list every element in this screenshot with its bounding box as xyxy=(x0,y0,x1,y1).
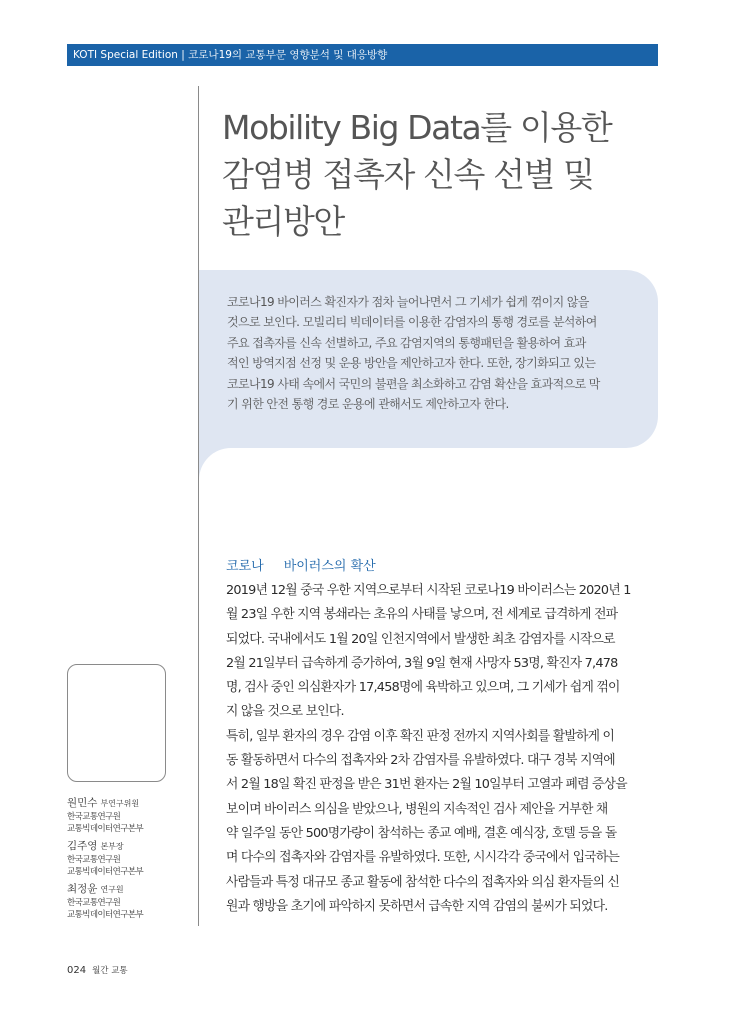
author-name-row xyxy=(67,839,192,854)
body-line: 동 활동하면서 다수의 접촉자와 2차 감염자를 유발하였다. 대구 경북 지역에 xyxy=(226,753,615,769)
body-line: 지 않을 것으로 보인다. xyxy=(226,704,344,720)
author-role: 본부장 xyxy=(100,842,124,851)
body-line: 명, 검사 중인 의심환자가 17,458명에 육박하고 있으며, 그 기세가 쉽게 꺾이 xyxy=(226,680,620,696)
author-name-row xyxy=(67,796,192,811)
summary-line: 것으로 보인다. 모빌리티 빅데이터를 이용한 감염자의 통행 경로를 분석하여 xyxy=(227,315,597,330)
body-line: 원과 행방을 초기에 파악하지 못하면서 급속한 지역 감염의 불씨가 되었다. xyxy=(226,898,608,914)
author-entry xyxy=(67,882,192,921)
section-heading xyxy=(226,555,376,574)
author-role: 부연구위원 xyxy=(100,799,140,808)
page-number: 024 xyxy=(67,965,87,976)
summary-line: 주요 접촉자를 신속 선별하고, 주요 감염지역의 통행패턴을 활용하여 효과 xyxy=(227,335,586,350)
body-text xyxy=(226,579,658,919)
summary-line: 적인 방역지점 선정 및 운용 방안을 제안하고자 한다. 또한, 장기화되고 있는 xyxy=(227,356,596,371)
header-text: KOTI Special Edition | 코로나19의 교통부문 영향분석 및 대응방향 xyxy=(73,49,388,61)
author-entry xyxy=(67,796,192,835)
title-line: 감염병 접촉자 신속 선별 및 xyxy=(222,155,594,194)
body-line: 특히, 일부 환자의 경우 감염 이후 확진 판정 전까지 지역사회를 활발하게 이 xyxy=(226,728,615,744)
article-title xyxy=(222,104,642,245)
body-line: 사람들과 특정 대규모 종교 활동에 참석한 다수의 접촉자와 의심 환자들의 신 xyxy=(226,874,620,890)
body-line: 월 23일 우한 지역 봉쇄라는 초유의 사태를 낳으며, 전 세계로 급격하게 전파 xyxy=(226,607,618,623)
body-line: 2월 21일부터 급속하게 증가하여, 3월 9일 현재 사망자 53명, 확진자 7,478 xyxy=(226,655,618,671)
summary-box-curve xyxy=(199,448,231,480)
summary-box xyxy=(199,270,658,448)
title-line: 관리방안 xyxy=(222,202,344,241)
author-name: 원민수 xyxy=(67,797,98,809)
author-affiliation: 교통빅데이터연구본부 xyxy=(67,824,144,834)
body-line: 서 2월 18일 확진 판정을 받은 31번 환자는 2월 10일부터 고열과 폐렴 증상을 xyxy=(226,777,627,793)
body-line: 약 일주일 동안 500명가량이 참석하는 종교 예배, 결혼 예식장, 호텔 등을 돌 xyxy=(226,825,617,841)
author-affiliation: 교통빅데이터연구본부 xyxy=(67,910,144,920)
page-footer xyxy=(67,964,128,976)
summary-line: 코로나19 바이러스 확진자가 점차 늘어나면서 그 기세가 쉽게 꺾이지 않을 xyxy=(227,295,589,309)
summary-line: 기 위한 안전 통행 경로 운용에 관해서도 제안하고자 한다. xyxy=(227,397,509,412)
author-name: 최정윤 xyxy=(67,883,98,895)
section-heading-part2: 바이러스의 확산 xyxy=(283,559,376,574)
author-affiliation: 교통빅데이터연구본부 xyxy=(67,867,144,877)
body-line: 되었다. 국내에서도 1월 20일 인천지역에서 발생한 최초 감염자를 시작으로 xyxy=(226,631,615,647)
author-role: 연구원 xyxy=(100,885,124,894)
author-list xyxy=(67,796,192,925)
body-line: 2019년 12월 중국 우한 지역으로부터 시작된 코로나19 바이러스는 2020년 1 xyxy=(226,583,631,598)
body-line: 며 다수의 접촉자와 감염자를 유발하였다. 또한, 시시각각 중국에서 입국하는 xyxy=(226,850,620,866)
section-heading-part1: 코로나 xyxy=(226,559,264,574)
author-name: 김주영 xyxy=(67,840,98,852)
summary-line: 코로나19 사태 속에서 국민의 불편을 최소화하고 감염 확산을 효과적으로 막 xyxy=(227,376,600,391)
vertical-divider xyxy=(198,86,199,926)
author-affiliation: 한국교통연구원 xyxy=(67,898,121,908)
magazine-name: 월간 교통 xyxy=(92,966,128,976)
author-affiliation: 한국교통연구원 xyxy=(67,855,121,865)
title-line: Mobility Big Data를 이용한 xyxy=(222,108,612,147)
header-bar xyxy=(67,44,658,66)
author-entry xyxy=(67,839,192,878)
author-affiliation: 한국교통연구원 xyxy=(67,812,121,822)
author-photo-placeholder xyxy=(67,664,166,782)
author-name-row xyxy=(67,882,192,897)
body-line: 보이며 바이러스 의심을 받았으나, 병원의 지속적인 검사 제안을 거부한 채 xyxy=(226,801,608,817)
